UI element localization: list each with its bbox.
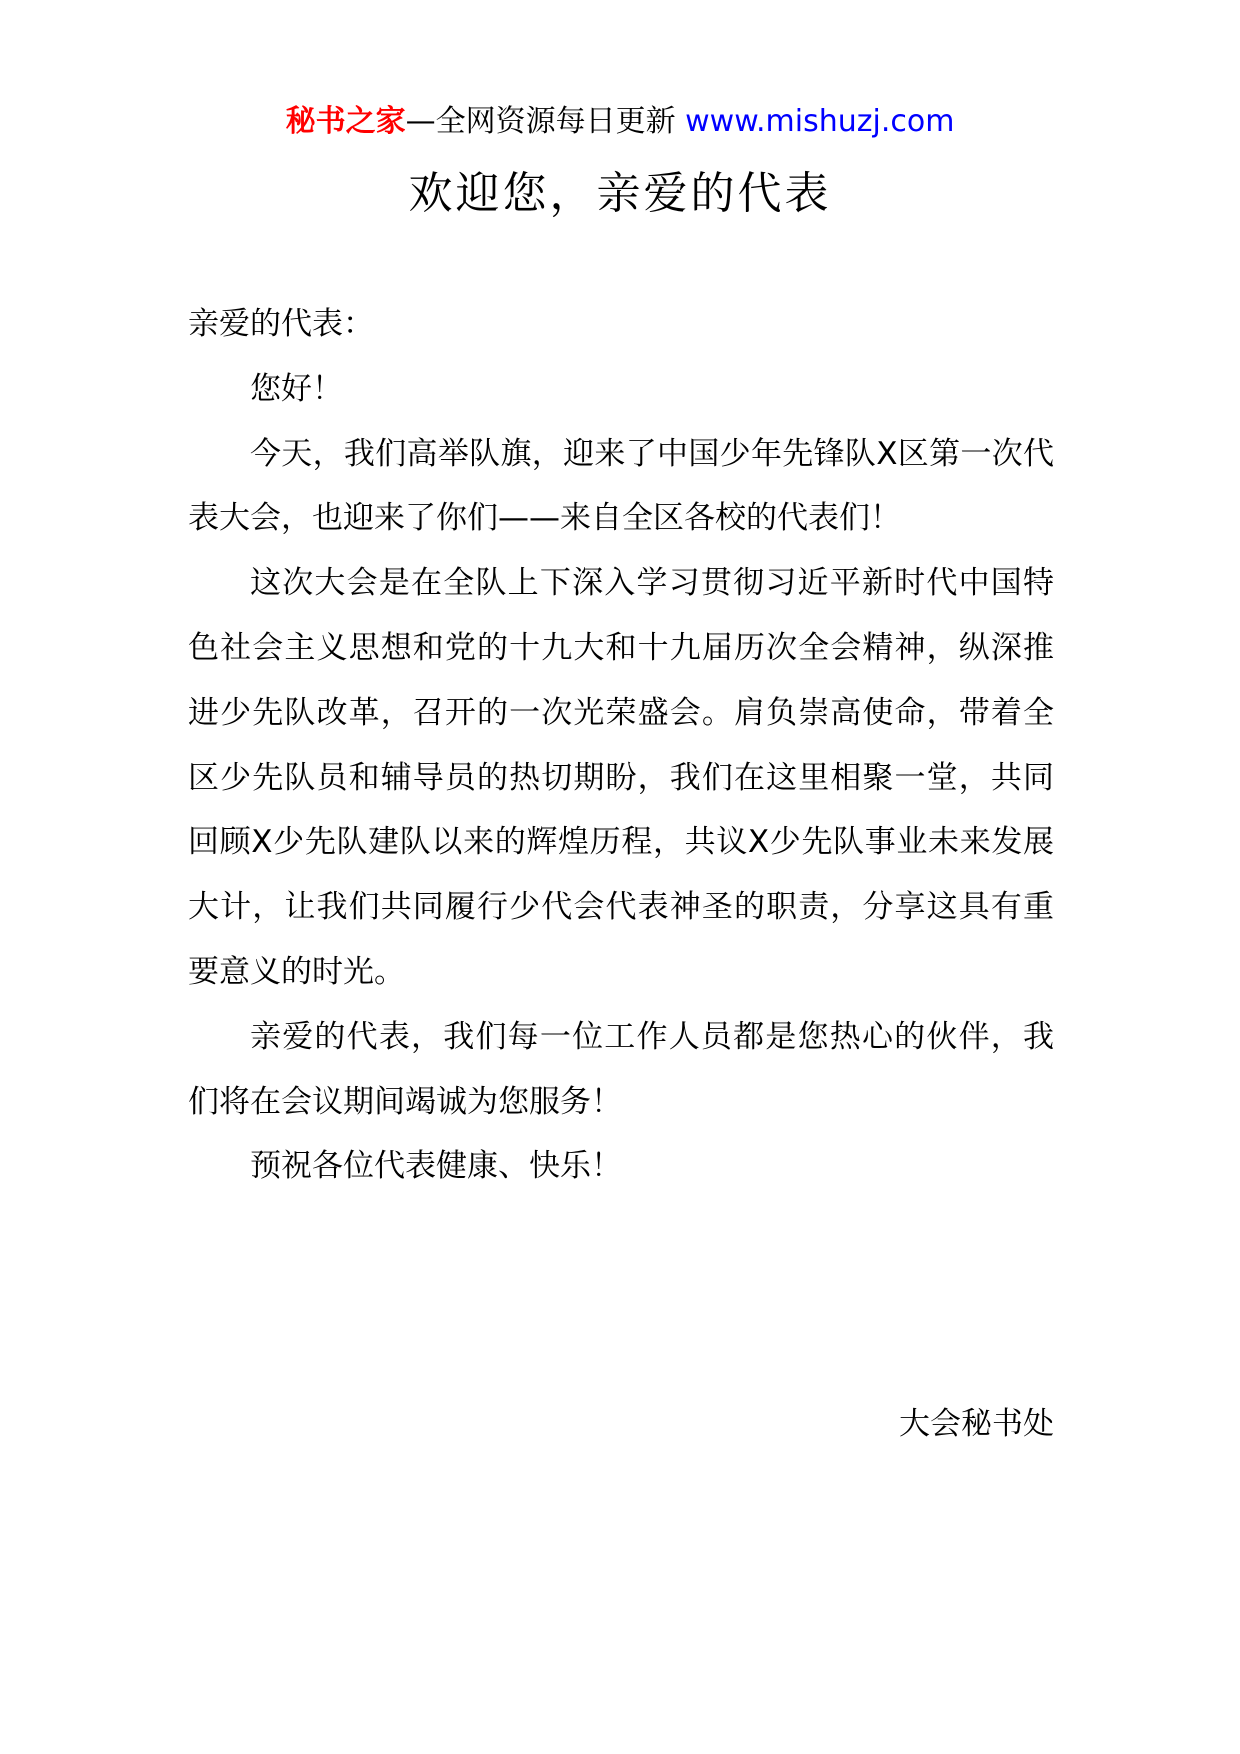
letter-paragraph-meeting: 这次大会是在全队上下深入学习贯彻习近平新时代中国特色社会主义思想和党的十九大和十九届历次全会精神，纵深推进少先队改革，召开的一次光荣盛会。肩负崇高使命，带着全区少先队员和辅导员的热切期盼，我们在这里相聚一堂，共同回顾X少先队建队以来的辉煌历程，共议X少先队事业未来发展大计，让我们共同履行少代会代表神圣的职责，分享这具有重要意义的时光。: [188, 565, 1054, 990]
site-url-link[interactable]: www.mishuzj.com: [685, 104, 955, 139]
site-header: [0, 102, 1240, 142]
site-tagline: —全网资源每日更新: [405, 104, 676, 139]
letter-body: [188, 292, 1054, 1199]
letter-signature: 大会秘书处: [899, 1406, 1054, 1442]
site-brand: 秘书之家: [285, 104, 406, 139]
letter-paragraph-wishes: 预祝各位代表健康、快乐！: [250, 1148, 622, 1185]
letter-paragraph-greeting: 您好！: [250, 370, 343, 407]
page-title: 欢迎您，亲爱的代表: [408, 168, 832, 219]
letter-salutation: 亲爱的代表：: [188, 306, 374, 342]
letter-paragraph-service: 亲爱的代表，我们每一位工作人员都是您热心的伙伴，我们将在会议期间竭诚为您服务！: [188, 1018, 1054, 1120]
letter-paragraph-welcome: 今天，我们高举队旗，迎来了中国少年先锋队X区第一次代表大会，也迎来了你们——来自全区各校的代表们！: [188, 435, 1054, 537]
